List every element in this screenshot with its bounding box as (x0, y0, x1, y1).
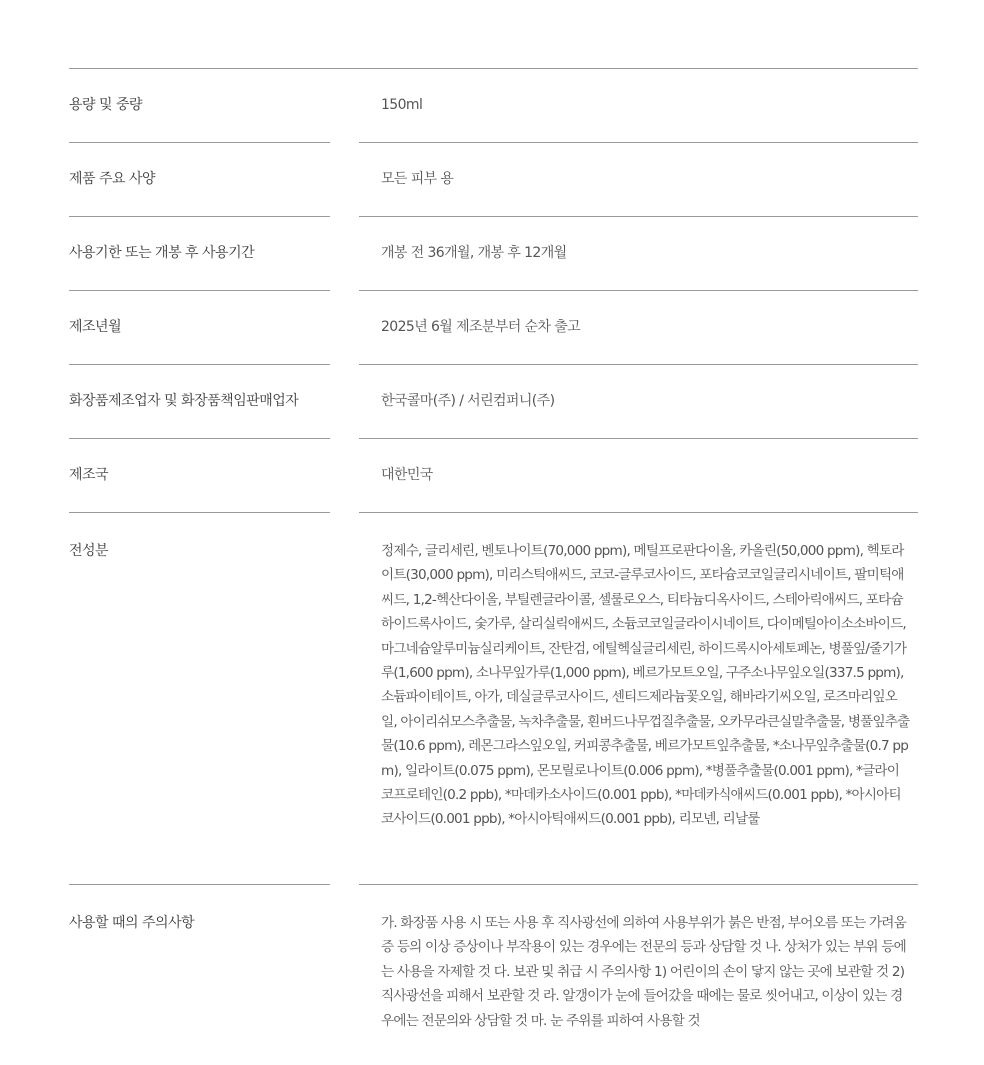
row-label: 사용할 때의 주의사항 (69, 915, 195, 931)
row-label: 전성분 (69, 513, 330, 885)
row-value: 150ml (359, 69, 918, 143)
info-row-expiration (69, 217, 918, 291)
row-value: 개봉 전 36개월, 개봉 후 12개월 (359, 217, 918, 291)
ingredients-text: 정제수, 글리세린, 벤토나이트(70,000 ppm), 메틸프로판다이올, 카올린(50,000 ppm), 헥토라이트(30,000 ppm), 미리스틱애씨드, 코코-글루코사이드, 포타슘코코일글리시네이트, 팔미틱애씨드, 1,2-헥산다이올, 부틸렌글라이콜, 셀룰로오스, 티타늄디옥사이드, 스테아릭애씨드, 포타슘하이드록사이드, 숯가루, 살리실릭애씨드, 소듐코코일글라이시네이트, 다이메틸아이소소바이드, 마그네슘알루미늄실리케이트, 잔탄검, 에틸헥실글리세린, 하이드록시아세토페논, 병풀잎/줄기가루(1,600 ppm), 소나무잎가루(1,000 ppm), 베르가모트오일, 구주소나무잎오일(337.5 ppm), 소듐파이테이트, 아가, 데실글루코사이드, 센티드제라늄꽃오일, 해바라기씨오일, 로즈마리잎오일, 아이리쉬모스추출물, 녹차추출물, 흰버드나무껍질추출물, 오카무라큰실말추출물, 병풀잎추출물(10.6 ppm), 레몬그라스잎오일, 커피콩추출물, 베르가모트잎추출물, *소나무잎추출물(0.7 ppm), 일라이트(0.075 ppm), 몬모릴로나이트(0.006 ppm), *병풀추출물(0.001 ppm), *글라이코프로테인(0.2 ppb), *마데카소사이드(0.001 ppb), *마데카식애씨드(0.001 ppb), *아시아티코사이드(0.001 ppb), *아시아틱애씨드(0.001 ppb), 리모넨, 리날룰 (359, 513, 918, 885)
info-row-manufacture-date (69, 291, 918, 365)
info-row-manufacturer (69, 365, 918, 439)
info-row-precautions (69, 885, 918, 1065)
precautions-text: 가. 화장품 사용 시 또는 사용 후 직사광선에 의하여 사용부위가 붉은 반점, 부어오름 또는 가려움증 등의 이상 증상이나 부작용이 있는 경우에는 전문의 등과 상담할 것 나. 상처가 있는 부위 등에는 사용을 자제할 것 다. 보관 및 취급 시 주의사항 1) 어린이의 손이 닿지 않는 곳에 보관할 것 2) 직사광선을 피해서 보관할 것 라. 알갱이가 눈에 들어갔을 때에는 물로 씻어내고, 이상이 있는 경우에는 전문의와 상담할 것 마. 눈 주위를 피하여 사용할 것 (381, 915, 906, 1029)
info-row-volume (69, 69, 918, 143)
info-row-country (69, 439, 918, 513)
info-row-ingredients (69, 513, 918, 885)
product-info-table (69, 68, 918, 1065)
row-label: 화장품제조업자 및 화장품책임판매업자 (69, 365, 330, 439)
row-value: 2025년 6월 제조분부터 순차 출고 (359, 291, 918, 365)
info-row-skin-type (69, 143, 918, 217)
row-label: 사용기한 또는 개봉 후 사용기간 (69, 217, 330, 291)
row-value: 한국콜마(주) / 서린컴퍼니(주) (359, 365, 918, 439)
row-label: 제품 주요 사양 (69, 143, 330, 217)
row-value: 대한민국 (359, 439, 918, 513)
row-label: 제조국 (69, 439, 330, 513)
row-value: 모든 피부 용 (359, 143, 918, 217)
row-label: 제조년월 (69, 291, 330, 365)
row-label: 용량 및 중량 (69, 69, 330, 143)
